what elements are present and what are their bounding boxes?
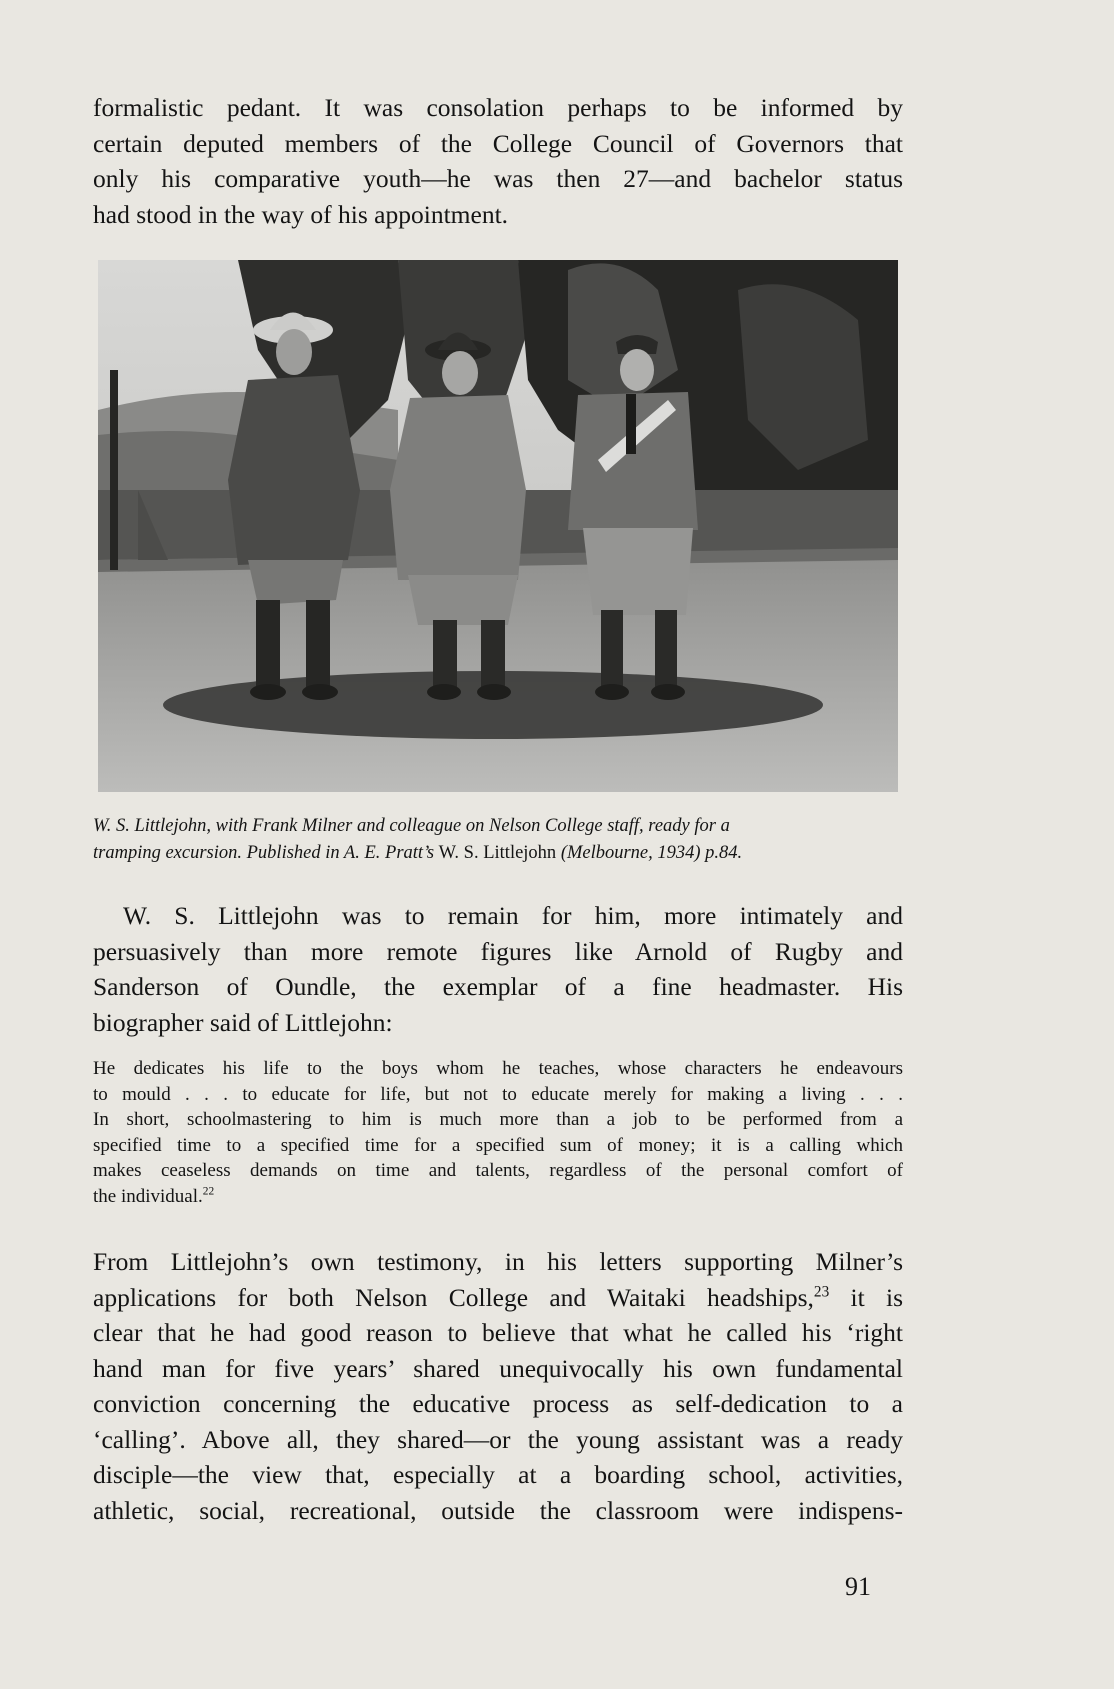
quote-line: makes ceaseless demands on time and talents, regardless of the personal comfort of — [93, 1160, 903, 1181]
caption-line: tramping excursion. Published in A. E. Pratt’s W. S. Littlejohn (Melbourne, 1934) p.84. — [93, 843, 743, 863]
text-line: clear that he had good reason to believe that what he called his ‘right — [93, 1318, 903, 1347]
text-line: disciple—the view that, especially at a boarding school, activities, — [93, 1460, 903, 1489]
quote-line: the individual.$^{22}$ — [93, 1185, 215, 1207]
caption-line: W. S. Littlejohn, with Frank Milner and colleague on Nelson College staff, ready for a — [93, 816, 730, 836]
text-line: biographer said of Littlejohn: — [93, 1007, 393, 1037]
paragraph-2 — [93, 898, 903, 1040]
page-number: 91 — [845, 1572, 871, 1601]
photograph-three-men — [98, 260, 898, 792]
text-line: persuasively than more remote figures like Arnold of Rugby and — [93, 936, 903, 966]
book-title: W. S. Littlejohn — [438, 843, 557, 863]
text-line: conviction concerning the educative process as self-dedication to a — [93, 1389, 903, 1418]
text-line: Sanderson of Oundle, the exemplar of a fine headmaster. His — [93, 972, 903, 1001]
paragraph-3 — [93, 1244, 903, 1528]
text-line: athletic, social, recreational, outside the classroom were indispens- — [93, 1495, 903, 1525]
quote-line: In short, schoolmastering to him is much more than a job to be performed from a — [93, 1109, 903, 1130]
text-line: ‘calling’. Above all, they shared—or the young assistant was a ready — [93, 1424, 903, 1454]
text-line: hand man for five years’ shared unequivocally his own fundamental — [93, 1353, 903, 1383]
block-quote — [93, 1056, 903, 1209]
text-line: certain deputed members of the College Council of Governors that — [93, 128, 903, 158]
text-line: From Littlejohn’s own testimony, in his letters supporting Milner’s — [93, 1247, 903, 1276]
footnote-ref-22: 22 — [202, 1185, 215, 1198]
quote-line: to mould . . . to educate for life, but not to educate merely for making a living . . . — [93, 1083, 903, 1105]
text-line: formalistic pedant. It was consolation perhaps to be informed by — [93, 93, 903, 122]
text-line: had stood in the way of his appointment. — [93, 199, 509, 229]
text-line: only his comparative youth—he was then 27—and bachelor status — [93, 164, 903, 193]
figure-caption — [93, 813, 903, 867]
text-line: applications for both Nelson College and Waitaki headships,$^{23}$ it is — [93, 1282, 903, 1312]
text-line: W. S. Littlejohn was to remain for him, more intimately and — [123, 901, 903, 930]
paragraph-1 — [93, 90, 903, 232]
quote-line: specified time to a specified time for a specified sum of money; it is a calling which — [93, 1134, 903, 1156]
footnote-ref-23: 23 — [813, 1283, 830, 1300]
quote-line: He dedicates his life to the boys whom he teaches, whose characters he endeavours — [93, 1058, 903, 1079]
